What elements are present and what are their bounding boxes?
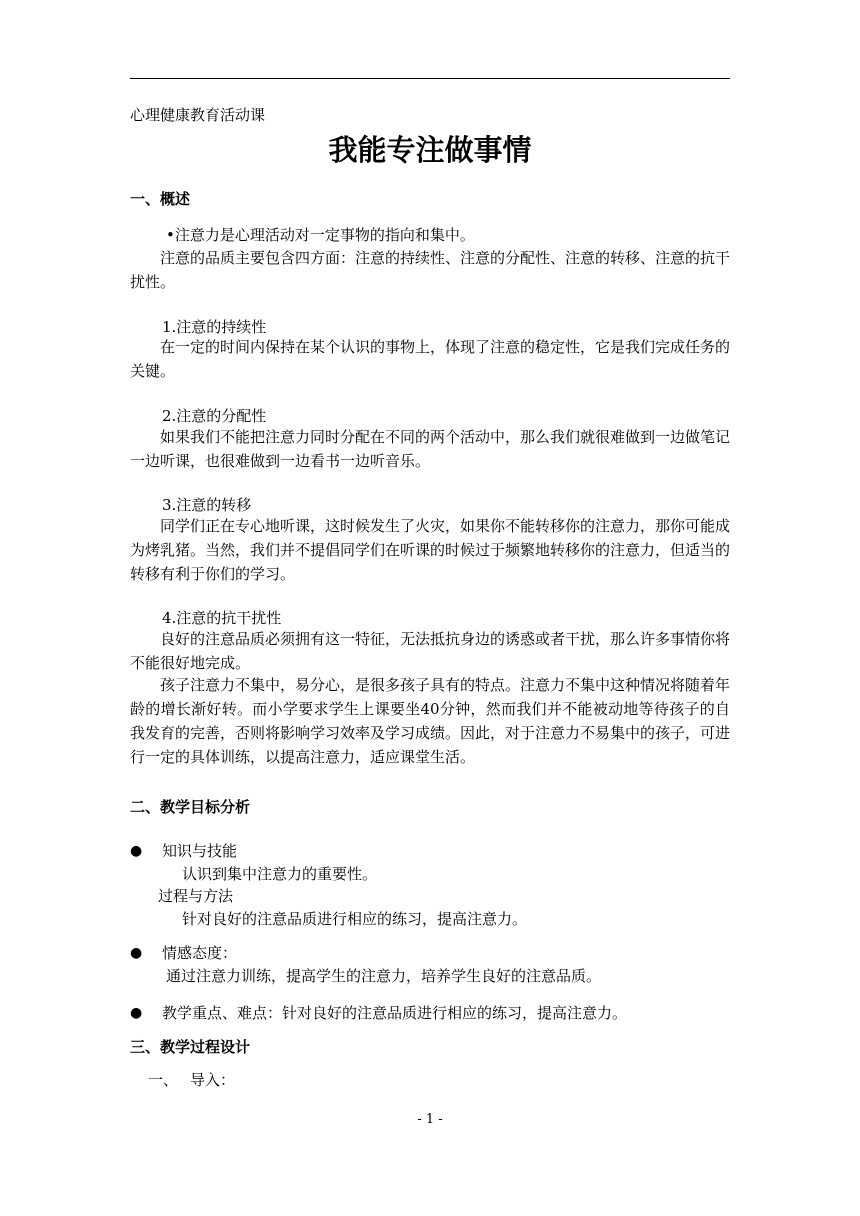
objective-bullet-1: ● <box>130 843 143 859</box>
section-heading-objectives: 二、教学目标分析 <box>130 798 251 816</box>
header-rule <box>130 78 730 79</box>
subsection-text-3: 同学们正在专心地听课，这时候发生了火灾，如果你不能转移你的注意力，那你可能成为烤乳猪。当然，我们并不提倡同学们在听课的时候过于频繁地转移你的注意力，但适当的转移有利于你们的学习。 <box>130 517 731 583</box>
process-step-label: 导入： <box>190 1071 236 1089</box>
overview-intro: 注意的品质主要包含四方面：注意的持续性、注意的分配性、注意的转移、注意的抗干扰性。 <box>130 249 731 291</box>
overview-bullet: •注意力是心理活动对一定事物的指向和集中。 <box>166 226 475 244</box>
objective-text-knowledge: 认识到集中注意力的重要性。 <box>182 865 378 883</box>
process-step-number: 一、 <box>148 1071 179 1089</box>
subsection-title-3: 3.注意的转移 <box>162 496 252 514</box>
objective-text-emotion: 通过注意力训练，提高学生的注意力，培养学生良好的注意品质。 <box>166 967 602 985</box>
section-heading-process: 三、教学过程设计 <box>130 1038 251 1056</box>
overview-closing: 孩子注意力不集中，易分心，是很多孩子具有的特点。注意力不集中这种情况将随着年龄的增长渐好转。而小学要求学生上课要坐40分钟，然而我们并不能被动地等待孩子的自我发育的完善，否则将影响学习效率及学习成绩。因此，对于注意力不易集中的孩子，可进行一定的具体训练，以提高注意力，适应课堂生活。 <box>130 676 731 766</box>
subsection-title-1: 1.注意的持续性 <box>162 318 267 336</box>
subsection-text-4: 良好的注意品质必须拥有这一特征，无法抵抗身边的诱惑或者干扰，那么许多事情你将不能很好地完成。 <box>130 630 731 672</box>
objective-text-keypoints: 教学重点、难点：针对良好的注意品质进行相应的练习，提高注意力。 <box>162 1004 628 1022</box>
course-type-label: 心理健康教育活动课 <box>130 106 266 124</box>
objective-label-emotion: 情感态度： <box>162 944 238 962</box>
subsection-title-4: 4.注意的抗干扰性 <box>162 609 282 627</box>
page-number: - 1 - <box>417 1112 443 1127</box>
document-title: 我能专注做事情 <box>328 133 532 167</box>
objective-text-process: 针对良好的注意品质进行相应的练习，提高注意力。 <box>182 910 528 928</box>
objective-bullet-3: ● <box>130 1005 143 1021</box>
subsection-title-2: 2.注意的分配性 <box>162 407 267 425</box>
objective-label-process: 过程与方法 <box>158 887 234 905</box>
subsection-text-1: 在一定的时间内保持在某个认识的事物上，体现了注意的稳定性，它是我们完成任务的关键。 <box>130 338 731 380</box>
objective-bullet-2: ● <box>130 945 143 961</box>
objective-label-knowledge: 知识与技能 <box>162 842 238 860</box>
subsection-text-2: 如果我们不能把注意力同时分配在不同的两个活动中，那么我们就很难做到一边做笔记一边听课，也很难做到一边看书一边听音乐。 <box>130 428 731 470</box>
section-heading-overview: 一、概述 <box>130 190 191 208</box>
